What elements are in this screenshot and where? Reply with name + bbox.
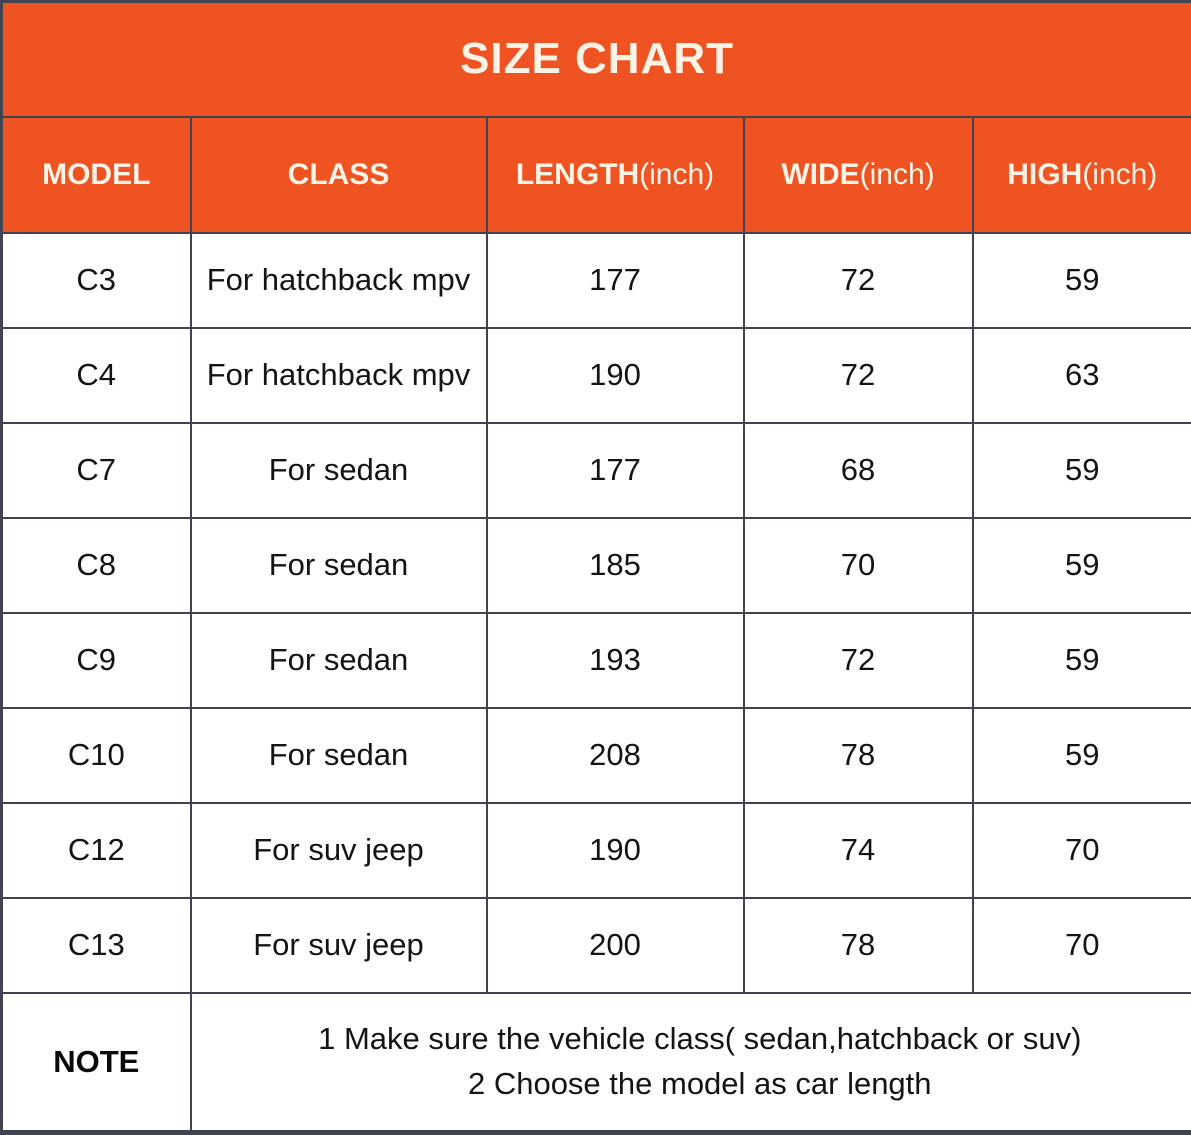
cell-high: 70 — [973, 803, 1191, 898]
note-line-2: 2 Choose the model as car length — [210, 1062, 1191, 1107]
cell-model: C4 — [2, 328, 191, 423]
cell-model: C12 — [2, 803, 191, 898]
column-header-length — [487, 117, 744, 233]
cell-high: 59 — [973, 233, 1191, 328]
cell-length: 177 — [487, 423, 744, 518]
table-row — [2, 708, 1191, 803]
cell-wide: 78 — [744, 708, 973, 803]
cell-high: 59 — [973, 708, 1191, 803]
column-header-high — [973, 117, 1191, 233]
table-row — [2, 233, 1191, 328]
cell-model: C13 — [2, 898, 191, 993]
table-row — [2, 328, 1191, 423]
cell-wide: 78 — [744, 898, 973, 993]
table-row — [2, 518, 1191, 613]
cell-class: For sedan — [191, 613, 487, 708]
column-header-label: LENGTH — [516, 158, 639, 191]
cell-class: For sedan — [191, 708, 487, 803]
cell-wide: 70 — [744, 518, 973, 613]
column-header-wide — [744, 117, 973, 233]
table-row — [2, 803, 1191, 898]
cell-wide: 68 — [744, 423, 973, 518]
column-header-label: HIGH — [1007, 158, 1082, 191]
note-text — [191, 993, 1191, 1133]
note-label: NOTE — [2, 993, 191, 1133]
column-header-label: CLASS — [288, 158, 390, 191]
column-header-suffix: (inch) — [639, 158, 714, 191]
cell-wide: 72 — [744, 233, 973, 328]
column-header-label: MODEL — [42, 158, 150, 191]
cell-wide: 74 — [744, 803, 973, 898]
cell-class: For sedan — [191, 423, 487, 518]
cell-high: 59 — [973, 613, 1191, 708]
cell-length: 190 — [487, 803, 744, 898]
note-row — [2, 993, 1191, 1133]
cell-length: 177 — [487, 233, 744, 328]
column-header-suffix: (inch) — [860, 158, 935, 191]
cell-class: For suv jeep — [191, 898, 487, 993]
cell-class: For sedan — [191, 518, 487, 613]
cell-length: 193 — [487, 613, 744, 708]
page-title: SIZE CHART — [2, 2, 1191, 117]
cell-model: C8 — [2, 518, 191, 613]
cell-model: C9 — [2, 613, 191, 708]
column-header-suffix: (inch) — [1082, 158, 1157, 191]
cell-length: 200 — [487, 898, 744, 993]
column-header-label: WIDE — [781, 158, 859, 191]
table-row — [2, 423, 1191, 518]
cell-wide: 72 — [744, 328, 973, 423]
cell-length: 190 — [487, 328, 744, 423]
column-header-class — [191, 117, 487, 233]
cell-model: C10 — [2, 708, 191, 803]
cell-class: For hatchback mpv — [191, 233, 487, 328]
cell-wide: 72 — [744, 613, 973, 708]
header-row — [2, 117, 1191, 233]
cell-high: 59 — [973, 518, 1191, 613]
cell-length: 208 — [487, 708, 744, 803]
cell-class: For suv jeep — [191, 803, 487, 898]
title-row — [2, 2, 1191, 117]
cell-high: 70 — [973, 898, 1191, 993]
cell-model: C7 — [2, 423, 191, 518]
cell-length: 185 — [487, 518, 744, 613]
cell-class: For hatchback mpv — [191, 328, 487, 423]
table-row — [2, 613, 1191, 708]
cell-high: 59 — [973, 423, 1191, 518]
column-header-model — [2, 117, 191, 233]
cell-high: 63 — [973, 328, 1191, 423]
cell-model: C3 — [2, 233, 191, 328]
table-row — [2, 898, 1191, 993]
note-line-1: 1 Make sure the vehicle class( sedan,hatchback or suv) — [210, 1017, 1191, 1062]
